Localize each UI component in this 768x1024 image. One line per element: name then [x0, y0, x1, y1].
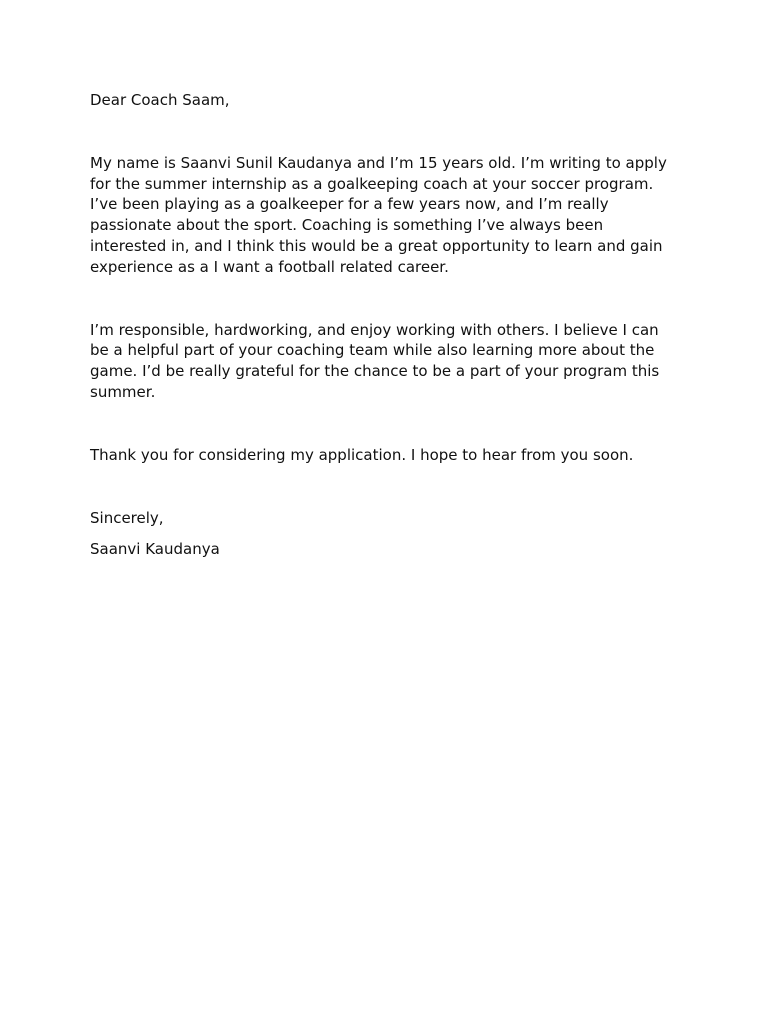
letter-paragraph-qualities: I’m responsible, hardworking, and enjoy working with others. I believe I can be a helpful part of your coaching team while also learning more about the game. I’d be really grateful for the chance to be a part of your program this summer.: [90, 320, 660, 401]
letter-signature: Saanvi Kaudanya: [90, 540, 220, 559]
letter-greeting: Dear Coach Saam,: [90, 91, 230, 109]
letter-paragraph-intro: My name is Saanvi Sunil Kaudanya and I’m 15 years old. I’m writing to apply for the summer internship as a goalkeeping coach at your soccer program. I’ve been playing as a goalkeeper for a few years now, and I’m really passionate about the sport. Coaching is something I’ve always been interested in, and I think this would be a great opportunity to learn and gain experience as a I want a football related career.: [90, 153, 667, 276]
letter-body: [90, 90, 690, 560]
letter-paragraph-thanks: Thank you for considering my application. I hope to hear from you soon.: [90, 445, 634, 464]
letter-closing: Sincerely,: [90, 508, 164, 527]
